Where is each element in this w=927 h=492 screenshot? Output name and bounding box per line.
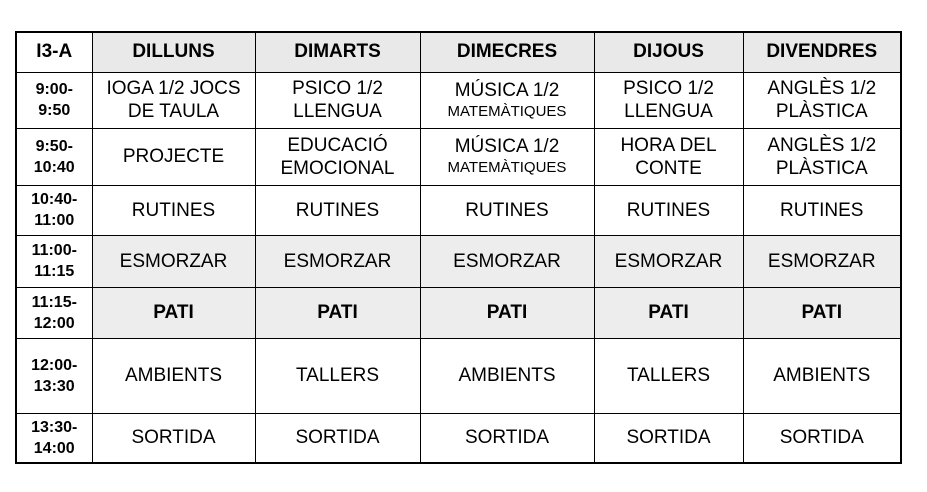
subject-line: PSICO 1/2 xyxy=(623,78,714,99)
subject-cell: ESMORZAR xyxy=(743,235,901,287)
time-end: 9:50 xyxy=(38,102,71,119)
subject-cell: RUTINES xyxy=(743,185,901,235)
subject-subline: MATEMÀTIQUES xyxy=(447,159,567,176)
day-header-wednesday: DIMECRES xyxy=(420,32,594,72)
subject-cell: SORTIDA xyxy=(420,413,594,463)
table-row xyxy=(16,413,901,463)
subject-cell: ESMORZAR xyxy=(420,235,594,287)
time-start: 12:00- xyxy=(31,356,78,374)
table-row xyxy=(16,287,901,338)
time-slot xyxy=(16,338,92,413)
group-label: I3-A xyxy=(16,32,92,72)
subject-cell: SORTIDA xyxy=(92,413,255,463)
time-end: 10:40 xyxy=(33,158,75,176)
subject-cell: PATI xyxy=(743,287,901,338)
subject-cell xyxy=(255,128,420,185)
subject-cell: AMBIENTS xyxy=(92,338,255,413)
subject-line: DE TAULA xyxy=(127,101,220,122)
subject-cell: ESMORZAR xyxy=(255,235,420,287)
day-header-friday: DIVENDRES xyxy=(743,32,901,72)
day-header-tuesday: DIMARTS xyxy=(255,32,420,72)
time-slot xyxy=(16,413,92,463)
subject-line: ANGLÈS 1/2 xyxy=(767,78,877,99)
timetable xyxy=(15,31,902,464)
time-start: 10:40- xyxy=(31,191,78,208)
subject-cell xyxy=(255,72,420,128)
time-slot xyxy=(16,72,92,128)
subject-line: PROJECTE xyxy=(122,146,225,167)
time-slot xyxy=(16,185,92,235)
subject-line: PLÀSTICA xyxy=(775,101,868,122)
subject-cell: RUTINES xyxy=(594,185,743,235)
time-start: 11:15- xyxy=(31,293,77,311)
time-slot xyxy=(16,235,92,287)
subject-cell xyxy=(743,72,901,128)
subject-cell xyxy=(420,128,594,185)
day-header-thursday: DIJOUS xyxy=(594,32,743,72)
subject-cell: RUTINES xyxy=(420,185,594,235)
subject-line: LLENGUA xyxy=(293,101,382,122)
subject-cell xyxy=(92,72,255,128)
subject-line: CONTE xyxy=(635,157,702,179)
subject-line: PSICO 1/2 xyxy=(292,78,383,99)
subject-line: IOGA 1/2 JOCS xyxy=(106,78,241,99)
subject-cell: PATI xyxy=(92,287,255,338)
subject-cell xyxy=(420,72,594,128)
time-start: 11:00- xyxy=(31,242,77,259)
table-row xyxy=(16,72,901,128)
subject-cell xyxy=(92,128,255,185)
subject-cell: ESMORZAR xyxy=(92,235,255,287)
subject-cell: PATI xyxy=(594,287,743,338)
table-row xyxy=(16,235,901,287)
day-header-monday: DILLUNS xyxy=(92,32,255,72)
subject-cell: PATI xyxy=(420,287,594,338)
subject-line: LLENGUA xyxy=(624,101,713,122)
table-row xyxy=(16,338,901,413)
time-end: 12:00 xyxy=(33,314,75,332)
time-end: 11:00 xyxy=(34,212,75,229)
time-end: 11:15 xyxy=(34,263,75,280)
time-start: 9:50- xyxy=(35,137,73,155)
time-slot xyxy=(16,287,92,338)
subject-cell: AMBIENTS xyxy=(420,338,594,413)
subject-cell: AMBIENTS xyxy=(743,338,901,413)
subject-cell: SORTIDA xyxy=(594,413,743,463)
subject-cell: SORTIDA xyxy=(255,413,420,463)
subject-cell xyxy=(743,128,901,185)
subject-line: MÚSICA 1/2 xyxy=(454,136,560,157)
subject-subline: MATEMÀTIQUES xyxy=(447,102,567,120)
time-start: 9:00- xyxy=(35,81,73,98)
subject-line: PLÀSTICA xyxy=(775,157,868,179)
time-end: 14:00 xyxy=(33,439,75,457)
table-row xyxy=(16,185,901,235)
subject-line: ANGLÈS 1/2 xyxy=(767,134,877,156)
subject-line: EMOCIONAL xyxy=(280,157,395,179)
subject-cell: TALLERS xyxy=(255,338,420,413)
table-row xyxy=(16,128,901,185)
subject-cell: PATI xyxy=(255,287,420,338)
subject-cell: ESMORZAR xyxy=(594,235,743,287)
subject-line: MÚSICA 1/2 xyxy=(454,79,560,101)
subject-cell: TALLERS xyxy=(594,338,743,413)
subject-line: HORA DEL xyxy=(620,134,717,156)
time-end: 13:30 xyxy=(33,377,75,395)
subject-cell: RUTINES xyxy=(255,185,420,235)
subject-cell: RUTINES xyxy=(92,185,255,235)
time-slot xyxy=(16,128,92,185)
subject-line: EDUCACIÓ xyxy=(287,134,388,156)
subject-cell xyxy=(594,72,743,128)
time-start: 13:30- xyxy=(31,418,78,436)
header-row xyxy=(16,32,901,72)
subject-cell xyxy=(594,128,743,185)
subject-cell: SORTIDA xyxy=(743,413,901,463)
